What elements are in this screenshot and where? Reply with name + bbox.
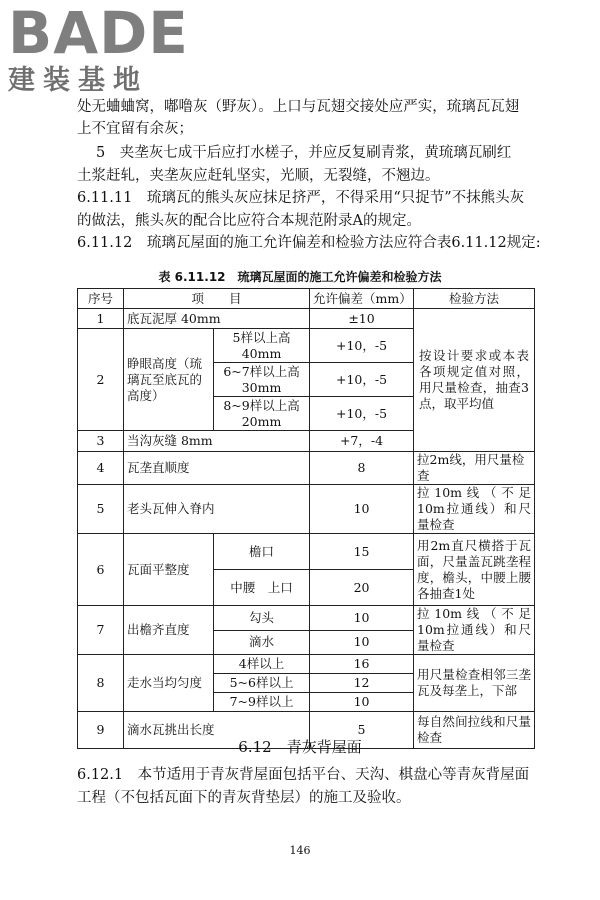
cell-item: 底瓦泥厚 40mm xyxy=(124,309,310,329)
header-tolerance: 允许偏差（mm） xyxy=(310,289,414,309)
cell-tolerance: 10 xyxy=(310,693,414,712)
cell-tolerance: 20 xyxy=(310,570,414,606)
paragraph-line: 6.11.11 琉璃瓦的熊头灰应抹足挤严，不得采用“只捉节”不抹熊头灰 xyxy=(77,190,525,206)
cell-no: 6 xyxy=(78,534,124,606)
bade-logo xyxy=(8,0,189,96)
cell-item: 出檐齐直度 xyxy=(124,606,214,655)
header-no: 序号 xyxy=(78,289,124,309)
cell-tolerance: +7，-4 xyxy=(310,431,414,452)
paragraph-line: 土浆赶轧，夹垄灰应赶轧坚实，光顺，无裂缝，不翘边。 xyxy=(77,168,440,184)
cell-item: 瓦面平整度 xyxy=(124,534,214,606)
table-row xyxy=(78,534,535,570)
cell-subitem: 5样以上高40mm xyxy=(214,329,310,363)
table-row xyxy=(78,452,535,485)
cell-method: 按设计要求或本表各项规定值对照，用尺量检查，抽查3点，取平均值 xyxy=(414,309,535,452)
paragraph-line: 的做法，熊头灰的配合比应符合本规范附录A的规定。 xyxy=(77,213,421,229)
paragraph-line: 6.11.12 琉璃瓦屋面的施工允许偏差和检验方法应符合表6.11.12规定: xyxy=(77,235,541,251)
header-method: 检验方法 xyxy=(414,289,535,309)
paragraph-line: 6.12.1 本节适用于青灰背屋面包括平台、天沟、棋盘心等青灰背屋面 xyxy=(77,767,530,783)
cell-item: 滴水瓦挑出长度 xyxy=(124,712,310,749)
cell-method: 拉10m线（不足10m拉通线）和尺量检查 xyxy=(414,485,535,534)
paragraph-line: 5 夹垄灰七成干后应打水槎子，并应反复刷青浆，黄琉璃瓦刷红 xyxy=(96,145,512,161)
cell-subitem: 滴水 xyxy=(214,630,310,655)
cell-tolerance: 15 xyxy=(310,534,414,570)
cell-tolerance: ±10 xyxy=(310,309,414,329)
cell-tolerance: +10，-5 xyxy=(310,329,414,363)
cell-no: 1 xyxy=(78,309,124,329)
cell-item: 瓦垄直顺度 xyxy=(124,452,310,485)
cell-subitem: 8~9样以上高20mm xyxy=(214,397,310,431)
cell-method: 每自然间拉线和尺量检查 xyxy=(414,712,535,749)
table-caption: 表 6.11.12 琉璃瓦屋面的施工允许偏差和检验方法 xyxy=(158,270,442,284)
cell-subitem: 4样以上 xyxy=(214,655,310,674)
cell-item: 睁眼高度（琉璃瓦至底瓦的高度） xyxy=(124,329,214,431)
paragraph-line: 处无蛐蛐窝，嘟噜灰（野灰）。上口与瓦翅交接处应严实，琉璃瓦瓦翅 xyxy=(77,99,520,115)
cell-method: 拉10m线（不足10m拉通线）和尺量检查 xyxy=(414,606,535,655)
table-row xyxy=(78,655,535,674)
cell-subitem: 檐口 xyxy=(214,534,310,570)
tolerance-table xyxy=(77,288,535,749)
cell-method: 用尺量检查相邻三垄瓦及每垄上，下部 xyxy=(414,655,535,712)
logo-wordmark: BADE xyxy=(8,0,189,67)
logo-subtitle: 建装基地 xyxy=(8,65,148,96)
cell-tolerance: +10，-5 xyxy=(310,363,414,397)
cell-subitem: 勾头 xyxy=(214,606,310,631)
cell-tolerance: 10 xyxy=(310,606,414,631)
cell-tolerance: 10 xyxy=(310,630,414,655)
table-header-row xyxy=(78,289,535,309)
cell-item: 走水当均匀度 xyxy=(124,655,214,712)
table-row xyxy=(78,309,535,329)
cell-no: 3 xyxy=(78,431,124,452)
cell-item: 老头瓦伸入脊内 xyxy=(124,485,310,534)
cell-tolerance: 16 xyxy=(310,655,414,674)
table-row xyxy=(78,606,535,631)
cell-tolerance: 10 xyxy=(310,485,414,534)
table-row xyxy=(78,485,535,534)
cell-tolerance: 8 xyxy=(310,452,414,485)
cell-no: 4 xyxy=(78,452,124,485)
cell-no: 2 xyxy=(78,329,124,431)
cell-subitem: 中腰 上口 xyxy=(214,570,310,606)
header-item: 项 目 xyxy=(124,289,310,309)
cell-subitem: 7~9样以上 xyxy=(214,693,310,712)
cell-no: 7 xyxy=(78,606,124,655)
cell-method: 拉2m线，用尺量检查 xyxy=(414,452,535,485)
page-number: 146 xyxy=(289,844,311,857)
cell-tolerance: 12 xyxy=(310,674,414,693)
cell-no: 5 xyxy=(78,485,124,534)
cell-no: 8 xyxy=(78,655,124,712)
cell-subitem: 5~6样以上 xyxy=(214,674,310,693)
cell-no: 9 xyxy=(78,712,124,749)
cell-subitem: 6~7样以上高30mm xyxy=(214,363,310,397)
cell-item: 当沟灰缝 8mm xyxy=(124,431,310,452)
cell-tolerance: 5 xyxy=(310,712,414,749)
paragraph-line: 工程（不包括瓦面下的青灰背垫层）的施工及验收。 xyxy=(77,790,411,806)
cell-tolerance: +10，-5 xyxy=(310,397,414,431)
paragraph-line: 上不宜留有余灰； xyxy=(77,121,193,137)
section-heading: 6.12 青灰背屋面 xyxy=(238,738,362,756)
cell-method: 用2m直尺横搭于瓦面，尺量盖瓦跳垄程度，檐头，中腰上腰各抽查1处 xyxy=(414,534,535,606)
